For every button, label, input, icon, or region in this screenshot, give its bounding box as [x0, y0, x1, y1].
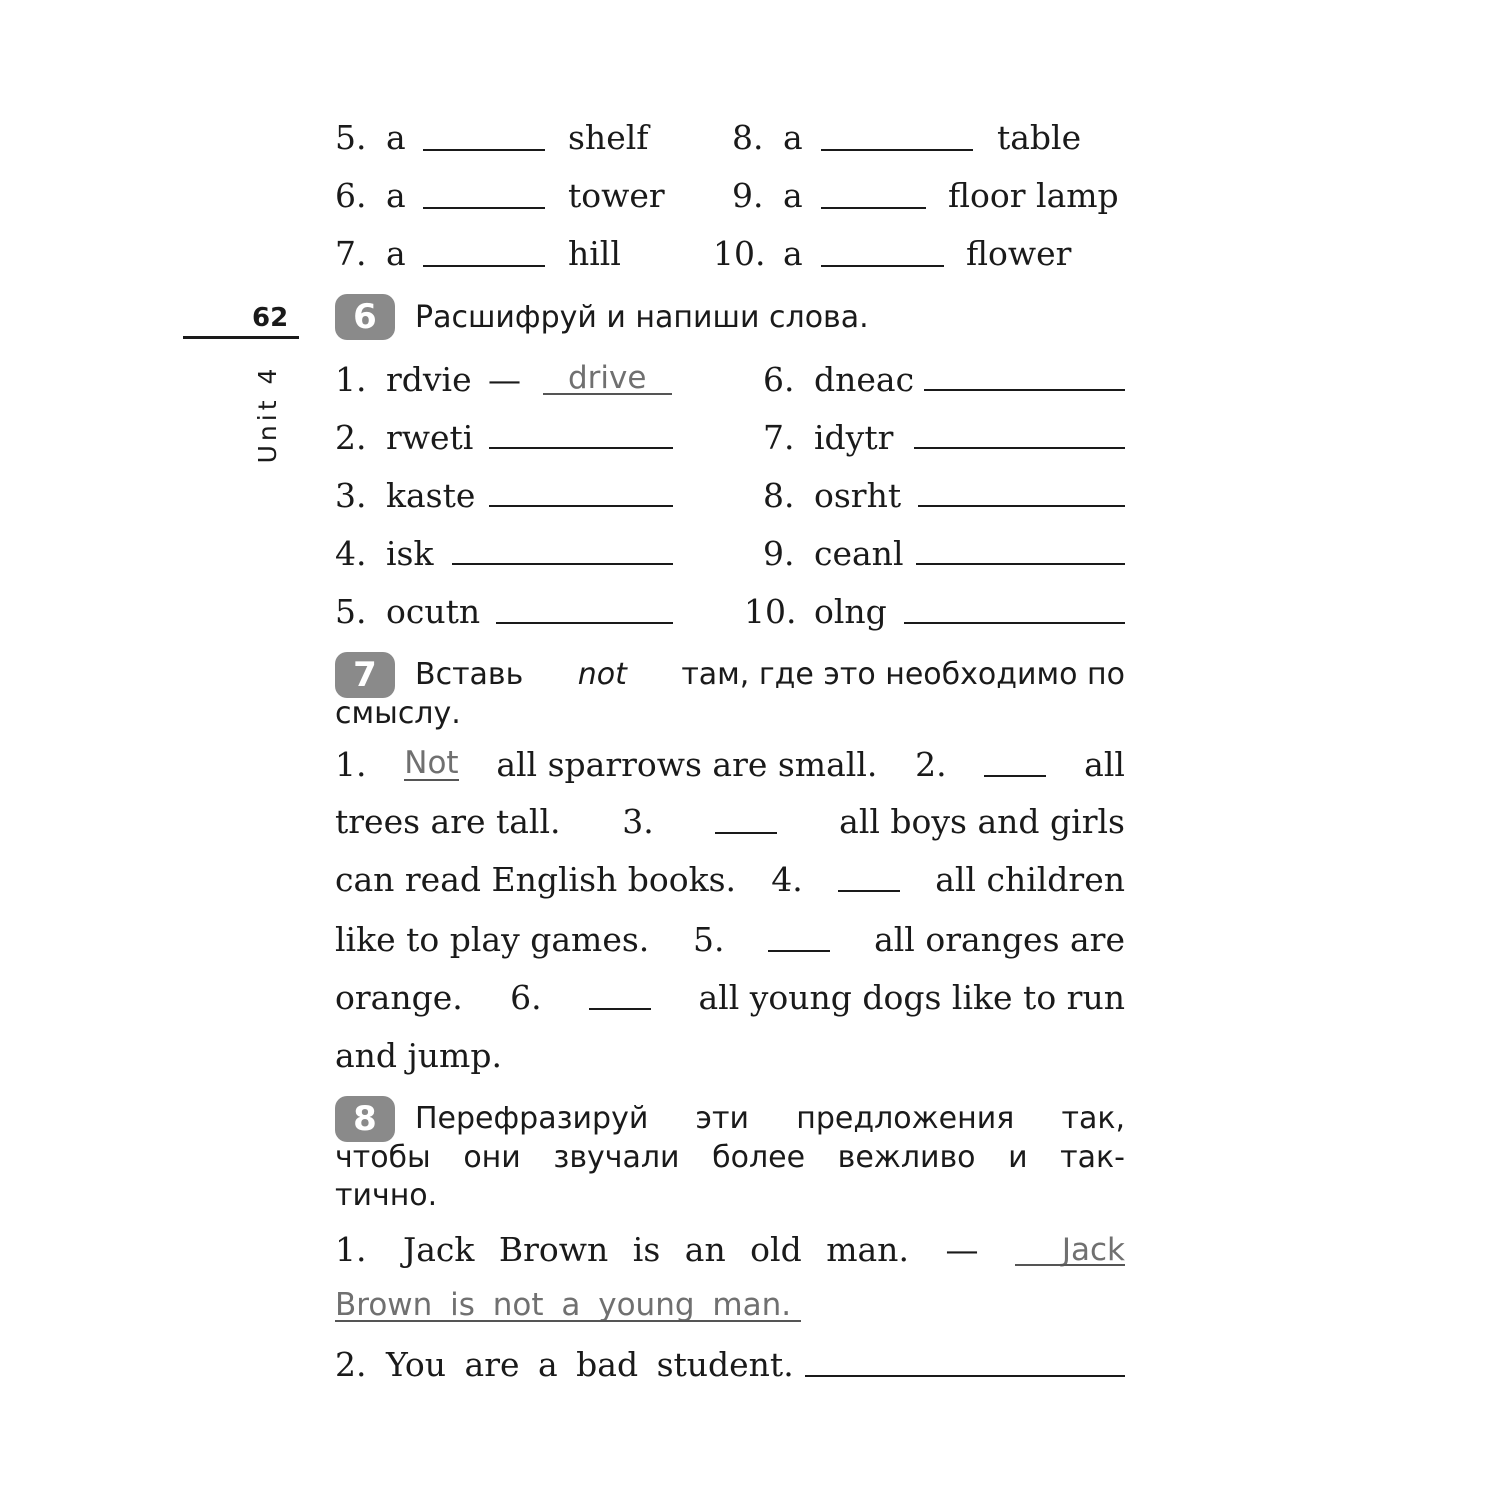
ex6-dash: — [488, 360, 521, 399]
ex8-item-1 [335, 1229, 1125, 1270]
ex6-item-num: 7. [763, 418, 795, 457]
exercise-number-badge: 8 [335, 1096, 395, 1142]
ex6-answer-line[interactable] [496, 622, 673, 624]
ex5-blank[interactable] [423, 265, 545, 267]
item-number: 6. [510, 978, 542, 1017]
exercise-instruction-line2: смыслу. [335, 696, 461, 731]
sentence-text: all sparrows are small. [496, 745, 878, 784]
ex6-item-num: 8. [763, 476, 795, 515]
item-number: 1. [335, 1230, 367, 1269]
ex5-blank[interactable] [423, 207, 545, 209]
exercise-instruction-line3: тично. [335, 1178, 438, 1213]
exercise-instruction: Перефразируй эти предложения так, [415, 1101, 1125, 1136]
ex6-item-num: 4. [335, 534, 367, 573]
ex6-scrambled-word: idytr [814, 418, 894, 457]
instruction-text: там, где это необходимо по [681, 657, 1125, 692]
ex6-scrambled-word: ocutn [386, 592, 481, 631]
ex8-answer-line-1[interactable] [1015, 1229, 1125, 1270]
sentence-text: all children [935, 860, 1125, 899]
ex6-scrambled-word: kaste [386, 476, 476, 515]
ex5-item-num: 5. [335, 118, 367, 157]
sentence-text: orange. [335, 978, 463, 1017]
ex5-word: floor lamp [948, 176, 1119, 215]
ex8-answer-line[interactable] [805, 1375, 1125, 1377]
ex6-scrambled-word: ceanl [814, 534, 904, 573]
ex7-blank[interactable] [768, 950, 830, 952]
ex6-answer-line[interactable] [489, 447, 673, 449]
ex5-word: tower [568, 176, 665, 215]
ex7-blank[interactable] [715, 832, 777, 834]
ex5-article: a [386, 234, 406, 273]
paragraph-line [335, 920, 1125, 960]
ex6-scrambled-word: isk [386, 534, 434, 573]
sentence-text: all boys and girls [839, 802, 1125, 841]
ex5-article: a [386, 118, 406, 157]
ex5-item-num: 7. [335, 234, 367, 273]
sentence-text: all [1084, 745, 1125, 784]
unit-label: Unit 4 [253, 364, 282, 464]
ex5-item-num: 10. [713, 234, 766, 273]
ex8-answer-line-2[interactable] [335, 1285, 801, 1325]
instruction-emphasis: not [577, 657, 627, 692]
ex6-scrambled-word: dneac [814, 360, 915, 399]
ex6-answer-line[interactable] [543, 393, 672, 395]
page-number-rule [183, 336, 299, 339]
paragraph-line [335, 744, 1125, 785]
ex6-item-num: 5. [335, 592, 367, 631]
ex7-blank[interactable] [838, 890, 900, 892]
ex5-item-num: 9. [732, 176, 764, 215]
ex6-handwritten-answer: drive [568, 360, 647, 396]
ex6-answer-line[interactable] [924, 389, 1125, 391]
paragraph-line [335, 978, 1125, 1018]
ex6-scrambled-word: rweti [386, 418, 474, 457]
sentence-text: can read English books. [335, 860, 737, 899]
ex6-item-num: 3. [335, 476, 367, 515]
ex5-blank[interactable] [423, 149, 545, 151]
sentence-text: all oranges are [874, 920, 1125, 959]
ex8-handwritten-answer: Jack [1061, 1232, 1125, 1268]
paragraph-line: and jump. [335, 1036, 502, 1075]
ex5-article: a [783, 234, 803, 273]
exercise-instruction: Расшифруй и напиши слова. [415, 300, 869, 335]
ex6-scrambled-word: rdvie [386, 360, 472, 399]
ex5-blank[interactable] [821, 149, 973, 151]
ex5-item-num: 8. [732, 118, 764, 157]
item-number: 1. [335, 745, 367, 784]
item-number: 5. [693, 920, 725, 959]
ex6-answer-line[interactable] [914, 447, 1125, 449]
paragraph-line [335, 860, 1125, 900]
item-number: 3. [622, 802, 654, 841]
sentence-text: You are a bad student. [386, 1345, 794, 1384]
ex5-item-num: 6. [335, 176, 367, 215]
ex5-word: flower [966, 234, 1072, 273]
ex5-word: table [997, 118, 1082, 157]
ex6-answer-line[interactable] [916, 563, 1125, 565]
sentence-text: Jack Brown is an old man. [403, 1230, 909, 1269]
ex5-article: a [783, 118, 803, 157]
ex5-word: hill [568, 234, 621, 273]
ex5-article: a [783, 176, 803, 215]
ex5-blank[interactable] [821, 207, 926, 209]
ex6-item-num: 10. [744, 592, 797, 631]
sentence-text: trees are tall. [335, 802, 561, 841]
ex6-answer-line[interactable] [489, 505, 673, 507]
ex6-item-num: 9. [763, 534, 795, 573]
ex6-item-num: 2. [335, 418, 367, 457]
ex6-answer-line[interactable] [452, 563, 673, 565]
ex5-word: shelf [568, 118, 649, 157]
sentence-text: like to play games. [335, 920, 650, 959]
ex6-item-num: 6. [763, 360, 795, 399]
ex6-scrambled-word: osrht [814, 476, 902, 515]
item-number: 2. [335, 1345, 367, 1384]
ex6-item-num: 1. [335, 360, 367, 399]
ex6-answer-line[interactable] [918, 505, 1125, 507]
exercise-instruction-line2: чтобы они звучали более вежливо и так- [335, 1140, 1125, 1175]
exercise-instruction [415, 657, 1125, 693]
ex8-handwritten-answer: Brown is not a young man. [335, 1287, 792, 1323]
ex7-blank-filled[interactable] [404, 744, 458, 785]
instruction-text: Вставь [415, 657, 524, 692]
ex6-answer-line[interactable] [904, 622, 1125, 624]
item-number: 4. [771, 860, 803, 899]
ex6-scrambled-word: olng [814, 592, 887, 631]
ex5-blank[interactable] [821, 265, 944, 267]
ex7-blank[interactable] [984, 775, 1046, 777]
page-number: 62 [252, 303, 289, 333]
ex7-blank[interactable] [589, 1008, 651, 1010]
item-number: 2. [915, 745, 947, 784]
dash: — [945, 1230, 979, 1269]
paragraph-line [335, 802, 1125, 842]
exercise-number-badge: 6 [335, 294, 395, 340]
sentence-text: all young dogs like to run [698, 978, 1125, 1017]
ex5-article: a [386, 176, 406, 215]
exercise-number-badge: 7 [335, 652, 395, 698]
ex7-handwritten-answer: Not [404, 745, 459, 781]
